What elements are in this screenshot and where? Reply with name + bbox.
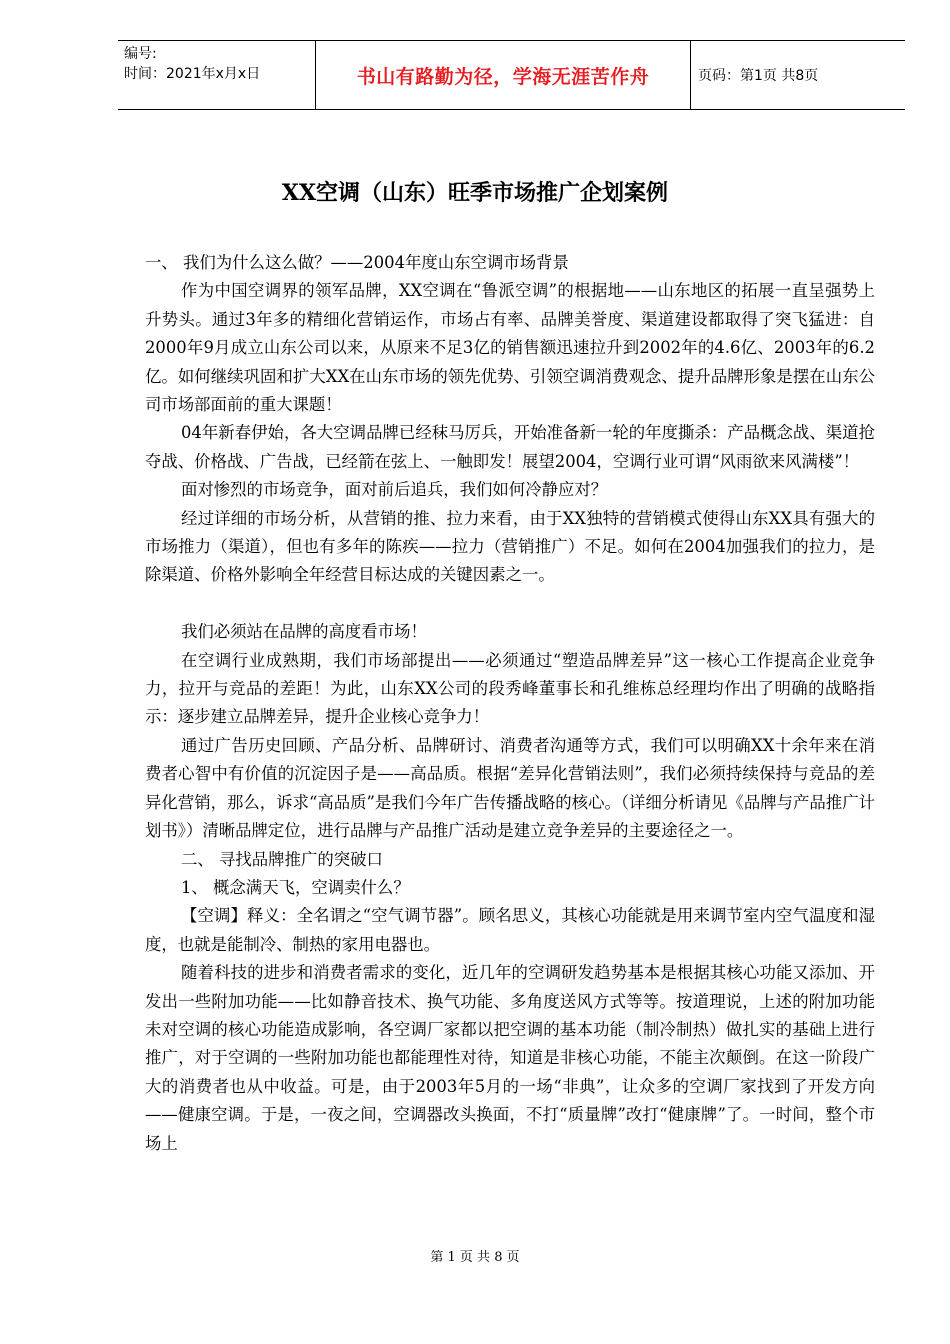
paragraph: 04年新春伊始，各大空调品牌已经秣马厉兵，开始准备新一轮的年度撕杀：产品概念战、渠道抢夺战、价格战、广告战，已经箭在弦上、一触即发！展望2004，空调行业可谓“风雨欲来风满楼”！	[145, 423, 875, 471]
paragraph: 我们必须站在品牌的高度看市场！	[181, 622, 427, 642]
paragraph: 随着科技的进步和消费者需求的变化，近几年的空调研发趋势基本是根据其核心功能又添加、开发出一些附加功能——比如静音技术、换气功能、多角度送风方式等等。按道理说，上述的附加功能未对空调的核心功能造成影响，各空调厂家都以把空调的基本功能（制冷制热）做扎实的基础上进行推广，对于空调的一些附加功能也都能理性对待，知道是非核心功能，不能主次颠倒。在这一阶段广大的消费者也从中收益。可是，由于2003年5月的一场“非典”，让众多的空调厂家找到了开发方向——健康空调。于是，一夜之间，空调器改头换面，不打“质量牌”改打“健康牌”了。一时间，整个市场上	[145, 963, 875, 1153]
paragraph: 经过详细的市场分析，从营销的推、拉力来看，由于XX独特的营销模式使得山东XX具有强大的市场推力（渠道），但也有多年的陈疾——拉力（营销推广）不足。如何在2004加强我们的拉力，是除渠道、价格外影响全年经营目标达成的关键因素之一。	[145, 508, 875, 585]
page-header	[118, 40, 905, 110]
header-page-cell	[690, 41, 905, 109]
blank-line	[145, 590, 875, 618]
section-heading: 二、 寻找品牌推广的突破口	[181, 849, 383, 869]
paragraph: 作为中国空调界的领军品牌，XX空调在“鲁派空调”的根据地——山东地区的拓展一直呈强势上升势头。通过3年多的精细化营销运作，市场占有率、品牌美誉度、渠道建设都取得了突飞猛进：自2000年9月成立山东公司以来，从原来不足3亿的销售额迅速拉升到2002年的4.6亿、2003年的6.2亿。如何继续巩固和扩大XX在山东市场的领先优势、引领空调消费观念、提升品牌形象是摆在山东公司市场部面前的重大课题！	[145, 281, 875, 415]
page-footer: 第 1 页 共 8 页	[430, 1250, 520, 1265]
document-number-label: 编号:	[124, 46, 157, 62]
header-meta	[118, 41, 315, 109]
document-title: XX空调（山东）旺季市场推广企划案例	[281, 180, 669, 206]
paragraph: 面对惨烈的市场竞争，面对前后追兵，我们如何冷静应对？	[181, 480, 608, 500]
section-heading: 一、 我们为什么这么做？——2004年度山东空调市场背景	[145, 253, 569, 272]
header-page-label: 页码：第1页 共8页	[698, 68, 819, 84]
paragraph: 在空调行业成熟期，我们市场部提出——必须通过“塑造品牌差异”这一核心工作提高企业竞争力，拉开与竞品的差距！为此，山东XX公司的段秀峰董事长和孔维栋总经理均作出了明确的战略指示：逐步建立品牌差异，提升企业核心竞争力！	[145, 650, 875, 727]
paragraph: 【空调】释义：全名谓之“空气调节器”。顾名思义，其核心功能就是用来调节室内空气温度和湿度，也就是能制冷、制热的家用电器也。	[145, 906, 875, 954]
document-time-label: 时间：2021年x月x日	[124, 66, 261, 82]
header-motto-cell	[315, 41, 691, 109]
paragraph: 通过广告历史回顾、产品分析、品牌研讨、消费者沟通等方式，我们可以明确XX十余年来在消费者心智中有价值的沉淀因子是——高品质。根据“差异化营销法则”，我们必须持续保持与竞品的差异化营销，那么，诉求“高品质”是我们今年广告传播战略的核心。（详细分析请见《品牌与产品推广计划书》）清晰品牌定位，进行品牌与产品推广活动是建立竞争差异的主要途径之一。	[145, 735, 875, 841]
document-body	[145, 249, 875, 1158]
header-motto: 书山有路勤为径，学海无涯苦作舟	[356, 65, 650, 88]
subsection-heading: 1、 概念满天飞，空调卖什么？	[181, 877, 410, 897]
